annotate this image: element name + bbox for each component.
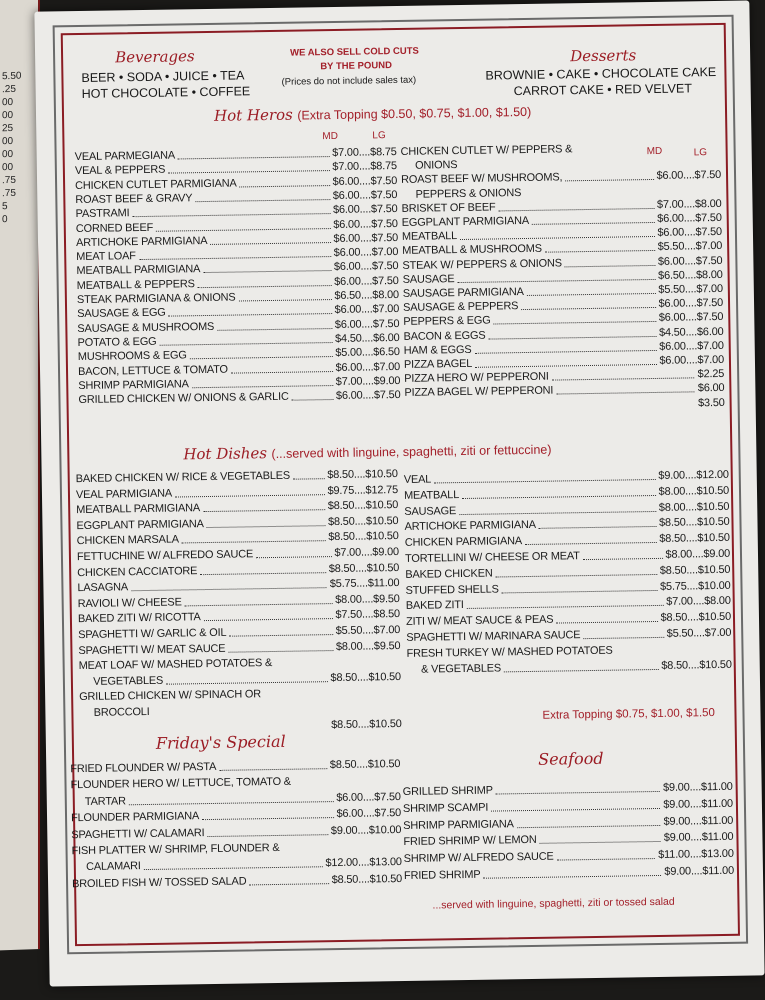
menu-item-price: $9.00....$11.00 bbox=[663, 814, 734, 828]
menu-item-name: MEATBALL & MUSHROOMS bbox=[402, 243, 542, 258]
menu-item-price: $12.00....$13.00 bbox=[325, 856, 402, 870]
fridays-special-title: Friday's Special bbox=[155, 731, 286, 753]
menu-item-price: $6.00 bbox=[697, 382, 725, 395]
desserts-line-1: BROWNIE • CAKE • CHOCOLATE CAKE bbox=[485, 64, 717, 83]
leader-dots bbox=[527, 293, 656, 296]
menu-item-name: MEAT LOAF W/ MASHED POTATOES & bbox=[78, 657, 273, 673]
menu-item-name: RAVIOLI W/ CHEESE bbox=[77, 596, 182, 610]
leader-dots bbox=[190, 356, 333, 359]
menu-item-name: SAUSAGE & PEPPERS bbox=[402, 300, 519, 315]
menu-item-name: POTATO & EGG bbox=[77, 335, 157, 349]
leader-dots bbox=[219, 768, 327, 771]
menu-item-price: $8.50....$10.50 bbox=[661, 658, 732, 672]
fridays-special-list bbox=[70, 758, 402, 923]
menu-item-name: SPAGHETTI W/ CALAMARI bbox=[71, 826, 205, 841]
menu-item-price: $6.00....$7.50 bbox=[657, 254, 723, 268]
leader-dots bbox=[200, 572, 326, 575]
menu-item-name: FRIED SHRIMP bbox=[403, 868, 481, 882]
menu-item-price: $7.00....$9.00 bbox=[334, 546, 400, 560]
menu-item-price: $8.50....$10.50 bbox=[660, 610, 732, 625]
menu-item-name: SAUSAGE bbox=[404, 504, 457, 518]
leader-dots bbox=[202, 817, 334, 820]
menu-item-name: ROAST BEEF W/ MUSHROOMS, bbox=[400, 171, 563, 187]
menu-item-name: STEAK W/ PEPPERS & ONIONS bbox=[402, 257, 562, 272]
by-the-pound: BY THE POUND bbox=[320, 60, 392, 73]
menu-item bbox=[72, 873, 402, 892]
menu-item-price: $6.00....$7.50 bbox=[336, 807, 402, 821]
menu-item-name: ARTICHOKE PARMIGIANA bbox=[75, 234, 208, 249]
leader-dots bbox=[475, 350, 657, 354]
menu-item-price: $6.00....$7.50 bbox=[334, 274, 399, 288]
hot-dishes-left-column bbox=[76, 468, 402, 733]
menu-item-name: SHRIMP W/ ALFREDO SAUCE bbox=[403, 850, 554, 866]
leader-dots bbox=[206, 525, 325, 528]
hot-dishes-extra-topping: Extra Topping $0.75, $1.00, $1.50 bbox=[542, 707, 716, 722]
menu-item-name: STUFFED SHELLS bbox=[405, 583, 499, 597]
leader-dots bbox=[491, 808, 660, 812]
menu-item-name: SHRIMP PARMIGIANA bbox=[403, 817, 514, 832]
menu-item-name: SPAGHETTI W/ GARLIC & OIL bbox=[78, 626, 227, 642]
leader-dots bbox=[583, 558, 663, 560]
menu-item-name: SPAGHETTI W/ MARINARA SAUCE bbox=[406, 629, 581, 644]
menu-item-price: $8.50....$10.50 bbox=[328, 530, 399, 544]
menu-item-price: $8.00....$10.50 bbox=[658, 500, 730, 514]
menu-item-name: MEATBALL & PEPPERS bbox=[76, 277, 195, 292]
menu-item-price: $6.00....$7.50 bbox=[657, 226, 723, 240]
menu-item-name: VEAL & PEPPERS bbox=[74, 163, 166, 178]
menu-item-name: GRILLED CHICKEN W/ ONIONS & GARLIC bbox=[78, 390, 289, 407]
menu-item-name: TARTAR bbox=[70, 795, 126, 808]
leader-dots bbox=[467, 605, 664, 609]
leader-dots bbox=[144, 867, 323, 871]
menu-item-price: $5.50....$7.00 bbox=[658, 282, 723, 296]
menu-item-name: GRILLED CHICKEN W/ SPINACH OR bbox=[79, 688, 262, 704]
menu-item-name: MEAT LOAF bbox=[76, 250, 136, 264]
menu-item-name: PIZZA HERO W/ PEPPERONI bbox=[404, 370, 549, 386]
leader-dots bbox=[483, 875, 661, 879]
menu-item-price: $7.00....$8.00 bbox=[656, 197, 722, 211]
menu-item-price: $8.00....$9.50 bbox=[335, 639, 401, 653]
menu-item-price: $9.00....$10.00 bbox=[330, 823, 402, 837]
previous-page-price: 0 bbox=[2, 214, 8, 226]
menu-item-name: FRESH TURKEY W/ MASHED POTATOES bbox=[406, 644, 613, 660]
menu-item-price: $6.00....$7.50 bbox=[658, 311, 724, 325]
menu-item-price: $6.00....$7.50 bbox=[657, 211, 722, 225]
leader-dots bbox=[495, 574, 657, 578]
hot-dishes-right-column bbox=[404, 469, 732, 694]
menu-item-price: $8.50....$10.50 bbox=[329, 758, 401, 772]
menu-item-name: FRIED FLOUNDER W/ PASTA bbox=[70, 760, 217, 776]
leader-dots bbox=[564, 265, 655, 267]
menu-item-name: PASTRAMI bbox=[75, 207, 130, 221]
menu-item-name: MUSHROOMS & EGG bbox=[77, 349, 187, 364]
menu-item-price: $5.50....$7.00 bbox=[335, 624, 401, 638]
menu-item-name: LASAGNA bbox=[77, 581, 129, 595]
menu-item-name: SHRIMP SCAMPI bbox=[402, 801, 489, 815]
leader-dots bbox=[168, 170, 330, 174]
leader-dots bbox=[583, 637, 664, 639]
menu-item-name: SAUSAGE & MUSHROOMS bbox=[77, 320, 215, 335]
leader-dots bbox=[207, 834, 328, 837]
menu-item-name: VEAL PARMEGIANA bbox=[74, 149, 176, 164]
desserts-title: Desserts bbox=[570, 46, 637, 66]
leader-dots bbox=[539, 526, 657, 529]
leader-dots bbox=[525, 542, 657, 545]
leader-dots bbox=[203, 509, 325, 512]
menu-item-price: $6.00....$7.50 bbox=[334, 317, 400, 331]
leader-dots bbox=[256, 556, 332, 558]
hot-dishes-title: Hot Dishes bbox=[183, 444, 268, 464]
menu-item-price: $7.00....$8.75 bbox=[332, 160, 397, 174]
leader-dots bbox=[166, 681, 328, 685]
leader-dots bbox=[239, 299, 332, 301]
menu-item-price: $8.50....$10.50 bbox=[331, 872, 403, 886]
leader-dots bbox=[556, 621, 658, 624]
menu-item-price: $5.50....$7.00 bbox=[666, 626, 732, 640]
previous-page-price: 25 bbox=[2, 122, 14, 135]
seafood-list bbox=[403, 781, 735, 896]
leader-dots bbox=[204, 270, 332, 273]
leader-dots bbox=[496, 791, 660, 795]
leader-dots bbox=[139, 256, 331, 260]
menu-item-name: BAKED CHICKEN W/ RICE & VEGETABLES bbox=[75, 469, 291, 486]
leader-dots bbox=[521, 307, 656, 310]
menu-item-price: $8.00....$9.00 bbox=[665, 547, 731, 561]
menu-item-price: $3.50 bbox=[697, 396, 725, 409]
menu-item-price: $8.50....$10.50 bbox=[328, 561, 400, 575]
menu-item-name: CHICKEN PARMIGIANA bbox=[404, 535, 523, 550]
leader-dots bbox=[239, 185, 330, 187]
menu-item-price: $8.50....$10.50 bbox=[327, 468, 398, 482]
menu-item-price: $8.50....$10.50 bbox=[659, 532, 730, 546]
menu-item-name: GRILLED SHRIMP bbox=[402, 784, 493, 798]
menu-item-price: $6.00....$7.50 bbox=[333, 260, 399, 274]
heros-right-lg-header: LG bbox=[693, 147, 708, 159]
menu-item-name: EGGPLANT PARMIGIANA bbox=[401, 214, 530, 229]
menu-item-price: $9.00....$11.00 bbox=[663, 831, 734, 845]
leader-dots bbox=[198, 285, 332, 288]
hot-heros-extra-topping: (Extra Topping $0.50, $0.75, $1.00, $1.50) bbox=[297, 104, 532, 123]
menu-item-price: $2.25 bbox=[697, 368, 725, 381]
menu-item-price: $6.00....$7.50 bbox=[656, 169, 722, 183]
menu-item-price: $6.00....$7.50 bbox=[333, 231, 399, 245]
menu-item-price: $6.00....$7.00 bbox=[659, 353, 725, 367]
menu-item-name: CHICKEN CUTLET PARMIGIANA bbox=[75, 177, 237, 192]
previous-page-price: 00 bbox=[2, 148, 14, 161]
leader-dots bbox=[462, 495, 656, 499]
menu-item-price: $9.75....$12.75 bbox=[327, 483, 399, 497]
leader-dots bbox=[557, 858, 655, 861]
menu-item-name: FISH PLATTER W/ SHRIMP, FLOUNDER & bbox=[71, 841, 280, 858]
menu-item-name: ZITI W/ MEAT SAUCE & PEAS bbox=[405, 613, 554, 629]
menu-item bbox=[404, 865, 734, 884]
leader-dots bbox=[489, 336, 657, 340]
menu-item-price: $6.00....$7.50 bbox=[332, 174, 398, 188]
menu-item-name: SAUSAGE bbox=[402, 272, 455, 286]
menu-item-price: $5.75....$10.00 bbox=[659, 579, 731, 593]
leader-dots bbox=[129, 801, 334, 805]
menu-item-name: PEPPERS & ONIONS bbox=[401, 186, 522, 201]
menu-item-name: BACON & EGGS bbox=[403, 329, 486, 343]
leader-dots bbox=[556, 392, 694, 395]
menu-item-name: & VEGETABLES bbox=[406, 662, 502, 676]
leader-dots bbox=[540, 841, 661, 844]
menu-item-price: $8.50....$10.50 bbox=[330, 670, 401, 684]
menu-item-price: $4.50....$6.00 bbox=[658, 325, 724, 339]
menu-item-price: $9.00....$12.00 bbox=[658, 468, 729, 482]
heros-right-column bbox=[401, 141, 725, 426]
menu-item-price: $9.00....$11.00 bbox=[664, 864, 735, 878]
menu-item-name: CHICKEN CUTLET W/ PEPPERS & bbox=[400, 143, 573, 158]
menu-item-price: $8.50....$10.50 bbox=[658, 516, 730, 530]
menu-item-price: $8.50....$10.50 bbox=[331, 717, 402, 731]
previous-page-edge bbox=[0, 0, 40, 951]
previous-page-price: 00 bbox=[2, 109, 14, 122]
menu-item-price: $8.00....$10.50 bbox=[658, 484, 730, 498]
menu-item-name: CORNED BEEF bbox=[75, 221, 154, 235]
menu-item-price: $7.00....$8.75 bbox=[332, 146, 397, 160]
leader-dots bbox=[293, 478, 325, 480]
leader-dots bbox=[460, 236, 655, 240]
menu-item-price: $6.00....$7.50 bbox=[336, 790, 401, 804]
menu-item-price: $6.50....$8.00 bbox=[334, 288, 399, 302]
menu-item bbox=[71, 824, 401, 843]
menu-item-name: FETTUCHINE W/ ALFREDO SAUCE bbox=[76, 548, 254, 564]
heros-lg-header: LG bbox=[372, 130, 386, 142]
desserts-line-2: CARROT CAKE • RED VELVET bbox=[513, 81, 693, 99]
menu-item-price: $8.00....$9.50 bbox=[335, 592, 400, 606]
seafood-title: Seafood bbox=[538, 748, 604, 769]
previous-page-price: 00 bbox=[2, 96, 14, 109]
menu-item bbox=[71, 791, 401, 810]
menu-item-price: $7.00....$8.00 bbox=[666, 595, 731, 609]
leader-dots bbox=[175, 494, 325, 497]
leader-dots bbox=[217, 328, 332, 331]
menu-item bbox=[71, 840, 401, 859]
menu-item-name: MEATBALL bbox=[401, 230, 458, 244]
menu-item-name: BROCCOLI bbox=[79, 705, 150, 720]
menu-item-name: ROAST BEEF & GRAVY bbox=[75, 192, 193, 206]
previous-page-price: .75 bbox=[2, 174, 16, 187]
leader-dots bbox=[552, 378, 694, 381]
menu-item bbox=[71, 807, 401, 826]
leader-dots bbox=[182, 541, 326, 544]
menu-item-name: PIZZA BAGEL W/ PEPPERONI bbox=[404, 384, 554, 400]
leader-dots bbox=[156, 228, 331, 232]
leader-dots bbox=[504, 669, 659, 672]
menu-item-name: TORTELLINI W/ CHEESE OR MEAT bbox=[404, 550, 580, 565]
seafood-note: ...served with linguine, spaghetti, ziti or tossed salad bbox=[432, 895, 675, 912]
previous-page-price: 5.50 bbox=[2, 70, 22, 83]
menu-item-price: $6.00....$7.50 bbox=[332, 188, 398, 202]
previous-page-price: 5 bbox=[2, 201, 8, 213]
menu-item bbox=[407, 658, 732, 676]
menu-item-name: SHRIMP PARMIGIANA bbox=[78, 378, 189, 392]
menu-item-price: $6.00....$7.50 bbox=[335, 389, 401, 403]
menu-item-price: $6.00....$7.00 bbox=[659, 339, 724, 353]
leader-dots bbox=[229, 634, 333, 637]
leader-dots bbox=[231, 371, 333, 374]
menu-item-name: BRISKET OF BEEF bbox=[401, 201, 496, 215]
menu-item-name: ARTICHOKE PARMIGIANA bbox=[404, 519, 536, 534]
menu-item-name: BROILED FISH W/ TOSSED SALAD bbox=[71, 875, 247, 890]
leader-dots bbox=[493, 321, 656, 325]
menu-item bbox=[70, 774, 400, 793]
leader-dots bbox=[160, 342, 333, 346]
menu-item-name: BAKED ZITI W/ RICOTTA bbox=[77, 611, 201, 626]
menu-item-price: $6.00....$7.50 bbox=[658, 297, 724, 311]
leader-dots bbox=[204, 618, 333, 621]
leader-dots bbox=[195, 199, 330, 202]
menu-page bbox=[34, 0, 764, 986]
menu-item-price: $6.00....$7.50 bbox=[332, 203, 398, 217]
heros-right-md-header: MD bbox=[646, 145, 663, 158]
menu-item-price: $6.00....$7.00 bbox=[334, 303, 400, 317]
menu-item-name: SAUSAGE & EGG bbox=[77, 306, 166, 321]
leader-dots bbox=[434, 479, 656, 483]
menu-item bbox=[403, 798, 733, 817]
menu-item-name: HAM & EGGS bbox=[403, 343, 472, 357]
menu-item-price: $6.00....$7.00 bbox=[335, 360, 401, 374]
menu-item-name: VEAL PARMIGIANA bbox=[75, 487, 173, 501]
menu-item-price: $8.50....$10.50 bbox=[327, 514, 399, 528]
leader-dots bbox=[210, 242, 331, 245]
cold-cuts-notice: WE ALSO SELL COLD CUTS bbox=[289, 45, 419, 59]
menu-item-name: ONIONS bbox=[400, 159, 458, 173]
leader-dots bbox=[499, 208, 655, 211]
menu-item-name: FLOUNDER HERO W/ LETTUCE, TOMATO & bbox=[70, 776, 291, 792]
menu-item-name: MEATBALL PARMIGIANA bbox=[76, 263, 201, 278]
menu-item-price: $6.50....$8.00 bbox=[658, 268, 723, 282]
leader-dots bbox=[168, 313, 332, 317]
menu-item-price: $11.00....$13.00 bbox=[658, 847, 734, 862]
leader-dots bbox=[458, 279, 656, 283]
menu-item-price: $5.75....$11.00 bbox=[329, 577, 400, 591]
leader-dots bbox=[131, 587, 326, 591]
menu-item-price: $9.00....$11.00 bbox=[662, 780, 733, 794]
menu-item-name: BAKED CHICKEN bbox=[405, 567, 493, 581]
leader-dots bbox=[249, 883, 329, 885]
leader-dots bbox=[502, 590, 658, 593]
menu-item-name: FLOUNDER PARMIGIANA bbox=[70, 810, 200, 825]
menu-item-name: VEAL bbox=[403, 473, 432, 486]
leader-dots bbox=[185, 603, 333, 606]
previous-page-price: .25 bbox=[2, 83, 16, 96]
leader-dots bbox=[517, 825, 660, 828]
menu-item-name: PIZZA BAGEL bbox=[403, 357, 473, 371]
leader-dots bbox=[192, 385, 333, 388]
heros-left-column bbox=[75, 146, 401, 411]
menu-item-price: $9.00....$11.00 bbox=[663, 797, 734, 811]
leader-dots bbox=[133, 213, 331, 217]
menu-item-price: $8.50....$10.50 bbox=[659, 563, 731, 577]
leader-dots bbox=[459, 511, 656, 515]
menu-item-name: VEGETABLES bbox=[78, 674, 164, 688]
menu-item-name: CHICKEN CACCIATORE bbox=[77, 564, 198, 579]
menu-item-price: $7.50....$8.50 bbox=[335, 608, 400, 622]
beverages-line-2: HOT CHOCOLATE • COFFEE bbox=[81, 84, 251, 101]
menu-item-name: BAKED ZITI bbox=[405, 599, 464, 613]
menu-item-name: FRIED SHRIMP W/ LEMON bbox=[403, 834, 537, 849]
menu-item bbox=[72, 856, 402, 875]
menu-item-price: $8.50....$10.50 bbox=[327, 499, 399, 513]
menu-item-price: $4.50....$6.00 bbox=[334, 331, 400, 345]
leader-dots bbox=[532, 222, 655, 225]
menu-item-name: MEATBALL bbox=[403, 488, 460, 502]
menu-item-price: $6.00....$7.50 bbox=[333, 217, 398, 231]
menu-item-price: $5.00....$6.50 bbox=[335, 346, 400, 360]
leader-dots bbox=[545, 250, 655, 253]
menu-item-name: SPAGHETTI W/ MEAT SAUCE bbox=[78, 642, 226, 657]
beverages-line-1: BEER • SODA • JUICE • TEA bbox=[81, 68, 245, 85]
menu-item bbox=[403, 814, 733, 833]
leader-dots bbox=[565, 179, 654, 181]
menu-item-price: $5.50....$7.00 bbox=[657, 240, 723, 254]
previous-page-price: 00 bbox=[2, 135, 14, 148]
menu-item-name: STEAK PARMIGIANA & ONIONS bbox=[76, 291, 236, 307]
menu-item-price: $6.00....$7.00 bbox=[333, 246, 399, 260]
menu-item-name: SAUSAGE PARMIGIANA bbox=[402, 286, 524, 300]
leader-dots bbox=[292, 399, 334, 401]
menu-item-name: CHICKEN MARSALA bbox=[76, 533, 179, 548]
previous-page-price: 00 bbox=[2, 161, 14, 174]
menu-item-name: BACON, LETTUCE & TOMATO bbox=[77, 363, 228, 378]
menu-item bbox=[403, 831, 733, 850]
menu-item-price: $7.00....$9.00 bbox=[335, 374, 401, 388]
menu-item-name: EGGPLANT PARMIGIANA bbox=[76, 517, 204, 532]
leader-dots bbox=[178, 156, 330, 159]
leader-dots bbox=[228, 650, 333, 653]
menu-item-name: PEPPERS & EGG bbox=[403, 314, 491, 329]
previous-page-price: .75 bbox=[2, 187, 16, 200]
leader-dots bbox=[475, 364, 657, 368]
hot-dishes-subtitle: (...served with linguine, spaghetti, ziti or fettuccine) bbox=[271, 442, 552, 462]
beverages-title: Beverages bbox=[114, 47, 195, 67]
previous-page-prices bbox=[2, 70, 22, 226]
menu-item-name: MEATBALL PARMIGIANA bbox=[76, 502, 201, 517]
sales-tax-note: (Prices do not include sales tax) bbox=[281, 74, 417, 88]
heros-md-header: MD bbox=[322, 130, 339, 143]
menu-item bbox=[404, 848, 734, 867]
menu-item-name: CALAMARI bbox=[71, 860, 141, 874]
hot-heros-title: Hot Heros bbox=[213, 105, 293, 125]
